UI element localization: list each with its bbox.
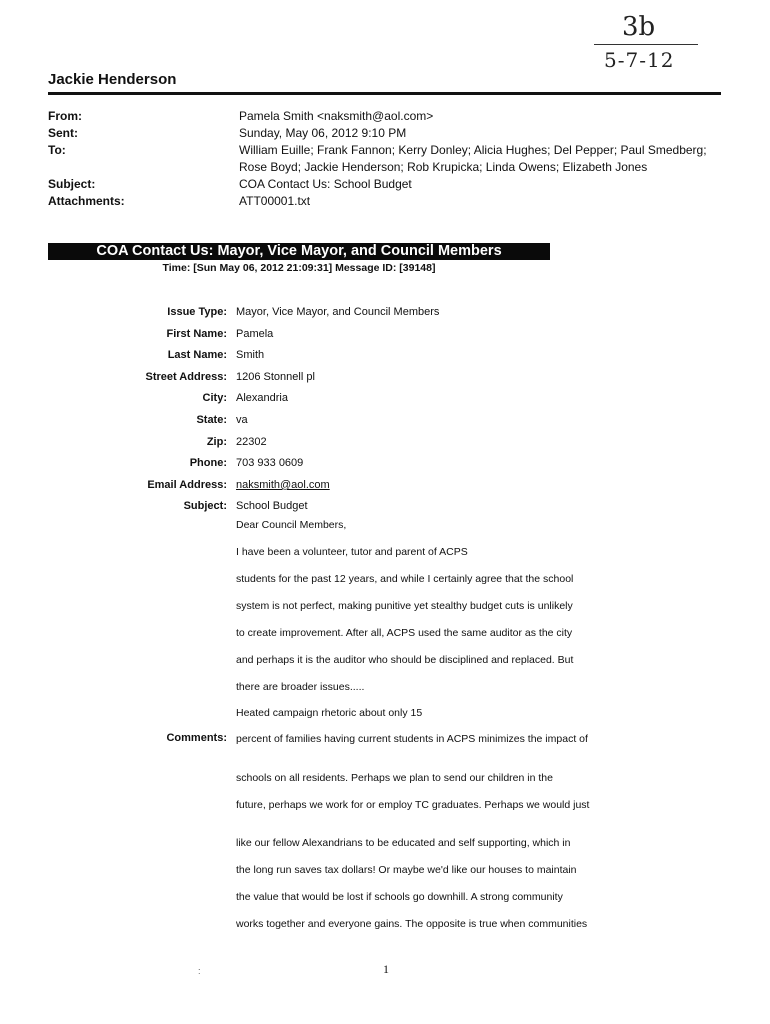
comment-line: to create improvement. After all, ACPS used the same auditor as the city — [236, 627, 573, 639]
form-subject-value: School Budget — [236, 500, 308, 512]
phone-label: Phone: — [189, 457, 227, 469]
street-address-label: Street Address: — [145, 371, 227, 383]
last-name-label: Last Name: — [167, 349, 227, 361]
attachments-label: Attachments: — [48, 194, 125, 208]
comment-line: Heated campaign rhetoric about only 15 — [236, 707, 423, 719]
mailbox-owner: Jackie Henderson — [48, 71, 177, 88]
form-subject-label: Subject: — [183, 500, 227, 512]
scan-speck: : — [198, 966, 201, 976]
handwritten-date: 5-7-12 — [604, 48, 675, 72]
comment-line: like our fellow Alexandrians to be educated and self supporting, which in — [236, 837, 571, 849]
comment-line: the value that would be lost if schools go downhill. A strong community — [236, 891, 563, 903]
to-line-1: William Euille; Frank Fannon; Kerry Donley; Alicia Hughes; Del Pepper; Paul Smedberg; — [239, 143, 707, 157]
email-address-link[interactable]: naksmith@aol.com — [236, 479, 330, 491]
comment-line: works together and everyone gains. The opposite is true when communities — [236, 918, 588, 930]
city-label: City: — [202, 392, 227, 404]
comment-line: I have been a volunteer, tutor and parent of ACPS — [236, 546, 468, 558]
zip-label: Zip: — [206, 436, 227, 448]
first-name-value: Pamela — [236, 328, 274, 340]
comment-line: Dear Council Members, — [236, 519, 347, 531]
sent-value: Sunday, May 06, 2012 9:10 PM — [239, 126, 407, 140]
from-label: From: — [48, 109, 82, 123]
issue-type-value: Mayor, Vice Mayor, and Council Members — [236, 306, 440, 318]
comment-line: and perhaps it is the auditor who should be disciplined and replaced. But — [236, 654, 574, 666]
attachment-file[interactable]: ATT00001.txt — [239, 194, 311, 208]
comment-line: students for the past 12 years, and while I certainly agree that the school — [236, 573, 574, 585]
email-address-label: Email Address: — [147, 479, 227, 491]
header-rule — [48, 92, 721, 95]
to-label: To: — [48, 143, 66, 157]
form-banner: COA Contact Us: Mayor, Vice Mayor, and Council Members — [48, 243, 550, 260]
state-value: va — [236, 414, 248, 426]
handwritten-item-number: 3b — [622, 12, 656, 42]
city-value: Alexandria — [236, 392, 288, 404]
subject-label: Subject: — [48, 177, 96, 191]
from-value: Pamela Smith <naksmith@aol.com> — [239, 109, 434, 123]
comments-label: Comments: — [166, 732, 227, 744]
to-line-2: Rose Boyd; Jackie Henderson; Rob Krupicka; Linda Owens; Elizabeth Jones — [239, 160, 648, 174]
state-label: State: — [196, 414, 227, 426]
last-name-value: Smith — [236, 349, 265, 361]
comment-line: system is not perfect, making punitive yet stealthy budget cuts is unlikely — [236, 600, 573, 612]
sent-label: Sent: — [48, 126, 78, 140]
phone-value: 703 933 0609 — [236, 457, 304, 469]
message-meta: Time: [Sun May 06, 2012 21:09:31] Message ID: [39148] — [162, 262, 436, 274]
issue-type-label: Issue Type: — [167, 306, 227, 318]
handwritten-underline — [594, 44, 698, 45]
comment-line: the long run saves tax dollars! Or maybe we'd like our houses to maintain — [236, 864, 577, 876]
zip-value: 22302 — [236, 436, 267, 448]
comment-line: there are broader issues..... — [236, 681, 365, 693]
comment-line: future, perhaps we work for or employ TC graduates. Perhaps we would just — [236, 799, 590, 811]
comment-line: percent of families having current students in ACPS minimizes the impact of — [236, 733, 588, 745]
subject-value: COA Contact Us: School Budget — [239, 177, 412, 191]
street-address-value: 1206 Stonnell pl — [236, 371, 315, 383]
first-name-label: First Name: — [166, 328, 227, 340]
comment-line: schools on all residents. Perhaps we plan to send our children in the — [236, 772, 553, 784]
page-number: 1 — [383, 962, 389, 976]
